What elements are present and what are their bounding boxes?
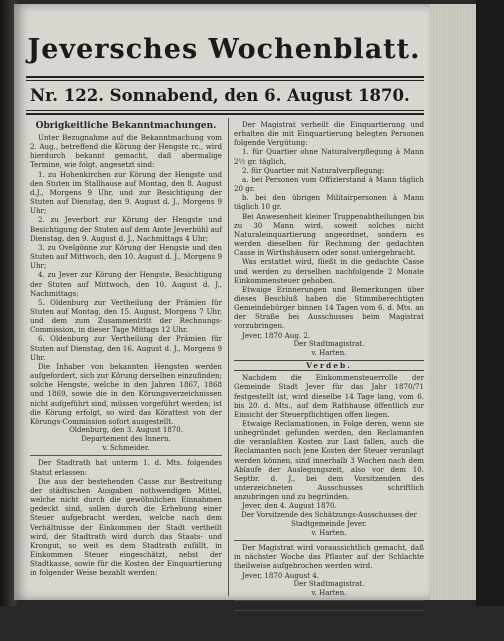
signature-authority: Der Stadtmagistrat. — [293, 339, 365, 348]
dateline: Jever, den 4. August 1870. — [242, 501, 337, 511]
list-item: a. bei Personen vom Offizierstand à Mann täglich 20 gr. — [234, 174, 424, 194]
notice-heading: Der Stadtrath hat unterm 1. d. Mts. folgendes Statut erlassen: — [30, 458, 222, 477]
paragraph: Bei Anwesenheit kleiner Truppenabtheilungen bis zu 30 Mann wird, soweit solches nicht Naturaleinquartierung angeordnet, sondern es werden dieselben für Rechnung der gedachten Casse in Wirthshäusern oder sonst untergebracht. — [234, 211, 424, 258]
divider — [234, 540, 424, 541]
paragraph: Was erstattet wird, fließt in die gedachte Casse und werden zu derselben nachfolgende 2 Monate Einkommensteuer gehoben. — [234, 257, 424, 285]
paragraph: Die Inhaber von bekannten Hengsten werden aufgefordert, sich zur Körung derselben einzufinden; solche Hengste, welche in den Jahren 1867, 1868 und 1869, sowie die in den Körungsverzeichnissen nicht aufgeführt sind, müssen vorgeführt werden; ist die Körung erfolgt, so wird das Körattest von der Körungs-Commission sofort ausgestellt. — [30, 361, 222, 426]
paragraph: Etwaige Erinnerungen und Bemerkungen über dieses Beschluß haben die Stimmberechtigten Gemeindebürger binnen 14 Tagen vom 6. d. Mts. an der Straße bei Ausschusses beim Magistrat vorzubringen. — [234, 284, 424, 331]
page-edges — [430, 4, 476, 600]
paragraph: Der Magistrat wird voraussichtlich gemacht, daß in nächster Woche das Pflaster auf der Schlachte theilweise aufgebrochen werden wird. — [234, 543, 424, 571]
right-column — [234, 120, 424, 641]
paragraph: 5. Oldenburg zur Vertheilung der Prämien für Stuten auf Montag, den 15. August, Morgens 7 Uhr, und dem zum Zusammentritt der Rechnungs-Commission, in dieser Tage Mittags 12 Uhr. — [30, 297, 222, 335]
masthead-rule — [26, 76, 424, 78]
list-item: b. bei den übrigen Militairpersonen à Mann täglich 10 gr. — [234, 193, 424, 212]
paragraph: 4. zu Jever zur Körung der Hengste, Besichtigung der Stuten auf Mittwoch, den 10. August d. J., Nachmittags; — [30, 270, 222, 298]
paragraph: Der Stadtdiener Franz wird in den nächsten Tagen zur Dienstbotenkrankencasse beitragen zu einer Dienstboten einen Beitrag von 5 gl. — [234, 613, 424, 641]
paragraph: 6. Oldenburg zur Vertheilung der Prämien für Stuten auf Dienstag, den 16. August d. J., Morgens 9 Uhr. — [30, 334, 222, 362]
notice-label: Verdeb. — [234, 600, 424, 611]
book-cover — [476, 0, 504, 606]
newspaper-page — [14, 4, 430, 641]
signature-name: v. Schmeider. — [102, 444, 150, 453]
signature-authority: Der Stadtmagistrat. — [293, 579, 365, 588]
signature-name: v. Harten. — [311, 348, 347, 357]
masthead-title: Jeversches Wochenblatt. — [27, 34, 421, 65]
section-heading: Obrigkeitliche Bekanntmachungen. — [35, 121, 217, 131]
list-item: 2. für Quartier mit Naturalverpflegung: — [242, 165, 385, 175]
issue-line: Nr. 122. Sonnabend, den 6. August 1870. — [30, 86, 410, 105]
paragraph: 2. zu Jeverbort zur Körung der Hengste und Besichtigung der Stuten auf dem Amte Jeverbühl auf Dienstag, den 9. August d. J., Nachmittags 4 Uhr; — [30, 215, 222, 243]
dateline: Oldenburg, den 3. August 1870. — [69, 426, 183, 434]
dateline: Jever, 1870 August 4. — [242, 570, 319, 580]
issue-rule — [26, 113, 424, 115]
issue-rule-thin — [26, 110, 424, 111]
signature-authority: Der Vorsitzende des Schätzungs-Ausschusses der Stadtgemeinde Jever. — [241, 510, 417, 528]
left-column — [30, 120, 222, 578]
paragraph: 1. zu Hohenkirchen zur Körung der Hengste und den Stuten im Stallhause auf Montag, den 8. August d.J., Morgens 9 Uhr, und zur Besichtigung der Stuten auf Dienstag, den 9. August d. J., Morgens 9 Uhr; — [30, 169, 222, 216]
masthead-rule-thin — [26, 80, 424, 81]
paragraph: 3. zu Ovelgönne zur Körung der Hengste und den Stuten auf Mittwoch, den 10. August d. J., Morgens 9 Uhr; — [30, 242, 222, 271]
notice-label: Verdeb. — [234, 360, 424, 371]
signature-name: v. Harten. — [311, 588, 347, 597]
divider — [30, 455, 222, 456]
dateline: Jever, 1870 Aug. 2. — [242, 330, 311, 340]
paragraph: Die aus der bestehenden Casse zur Bestreitung der städtischen Ausgaben nothwendigen Mittel, welche nicht durch die gewöhnlichen Einnahmen gedeckt sind, sollen durch die Erhebung einer Steuer aufgebracht werden, welche nach dem Verhältnisse der Einkommen der Stadt vertheilt wird, der Stadtrath wird durch das Staats- und Krongut, so weit es dem Stadtrath zufällt, in Einkommen Steuer eingeschätzt, nebst der Stadtkasse, sowie für die Kosten der Einquartierung in folgender Weise bezahlt werden: — [30, 476, 222, 578]
signature-name: v. Harten. — [311, 528, 347, 537]
paragraph: Unter Bezugnahme auf die Bekanntmachung vom 2. Aug., betreffend die Körung der Hengste rc., wird hierdurch bekannt gemacht, daß abermalige Termine, wie folgt, angesetzt sind: — [30, 133, 222, 170]
list-item: 1. für Quartier ohne Naturalverpflegung à Mann 2½ gr. täglich, — [234, 147, 424, 166]
paragraph: Der Magistrat verheilt die Einquartierung und erhalten die mit Einquartierung belegten Personen folgende Vergütung: — [234, 120, 424, 148]
column-separator — [228, 118, 229, 596]
paragraph: Nachdem die Einkommensteuerrolle der Gemeinde Stadt Jever für das Jahr 1870/71 festgestellt ist, wird dieselbe 14 Tage lang, vom 6. bis 20. d. Mts., auf dem Rathhause öffentlich zur Einsicht der Steuerpflichtigen offen liegen. — [234, 373, 424, 419]
signature-authority: Departement des Innern. — [81, 435, 171, 444]
paragraph: Etwaige Reclamationen, in Folge deren, wenn sie unbegründet gefunden werden, den Reclamanten die veranlaßten Kosten zur Last fallen, auch die Reclamanten noch jene Kosten der Steuer veranlagt werden können, sind innerhalb 3 Wochen nach dem Ablaufe der Auslegungszeit, also vor dem 10. Septbr. d. J., bei dem Vorsitzenden des unterzeichneten Ausschusses schriftlich anzubringen und zu begründen. — [234, 419, 424, 502]
